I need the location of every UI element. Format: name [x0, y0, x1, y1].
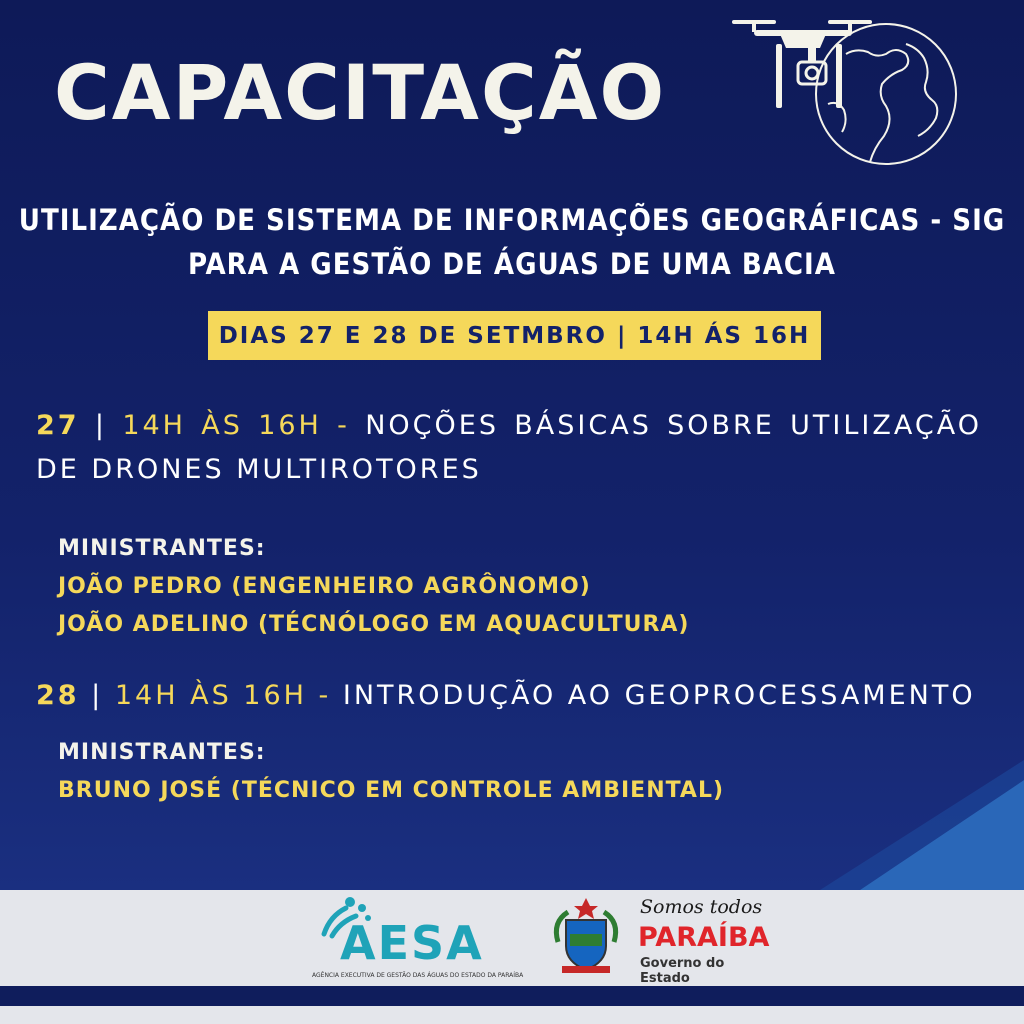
session-topic: INTRODUÇÃO AO GEOPROCESSAMENTO	[342, 680, 976, 711]
date-banner: DIAS 27 E 28 DE SETMBRO | 14H ÁS 16H	[208, 311, 821, 360]
subtitle-line-1: UTILIZAÇÃO DE SISTEMA DE INFORMAÇÕES GEOGRÁFICAS - SIG	[18, 203, 1006, 237]
ministrantes-label: MINISTRANTES:	[58, 536, 266, 561]
session-day: 27	[36, 410, 80, 441]
session-separator: |	[94, 410, 107, 441]
course-subtitle	[0, 198, 1024, 286]
drone-globe-illustration	[728, 14, 968, 174]
drone-icon	[732, 20, 872, 108]
ministrantes-label: MINISTRANTES:	[58, 740, 266, 765]
paraiba-crest	[548, 896, 624, 980]
subtitle-line-2: PARA A GESTÃO DE ÁGUAS DE UMA BACIA	[188, 247, 836, 281]
session-day: 28	[36, 680, 80, 711]
session-2	[36, 674, 982, 718]
paraiba-logo	[634, 896, 770, 986]
ministrante-name: BRUNO JOSÉ (TÉCNICO EM CONTROLE AMBIENTAL)	[58, 778, 725, 803]
ministrantes-session-2	[58, 734, 724, 810]
session-separator: |	[91, 680, 104, 711]
ministrante-name: JOÃO ADELINO (TÉCNÓLOGO EM AQUACULTURA)	[58, 612, 690, 637]
session-1	[36, 404, 982, 492]
session-time: 14H ÀS 16H -	[122, 410, 350, 441]
somos-todos-text: Somos todos	[640, 896, 763, 918]
session-time: 14H ÀS 16H -	[114, 680, 332, 711]
bottom-strip	[0, 1006, 1024, 1024]
aesa-wordmark: AESA	[340, 916, 484, 970]
page-title: CAPACITAÇÃO	[54, 48, 667, 137]
aesa-logo	[310, 894, 524, 984]
session-topic: NOÇÕES BÁSICAS SOBRE UTILIZAÇÃO DE DRONES MULTIROTORES	[36, 410, 982, 485]
ministrantes-session-1	[58, 530, 690, 644]
aesa-fullname: AGÊNCIA EXECUTIVA DE GESTÃO DAS ÁGUAS DO ESTADO DA PARAÍBA	[312, 972, 524, 979]
governo-text: Governo do Estado	[640, 956, 725, 986]
paraiba-text: PARAÍBA	[638, 922, 770, 953]
ministrante-name: JOÃO PEDRO (ENGENHEIRO AGRÔNOMO)	[58, 574, 591, 599]
bottom-bar	[0, 986, 1024, 1006]
